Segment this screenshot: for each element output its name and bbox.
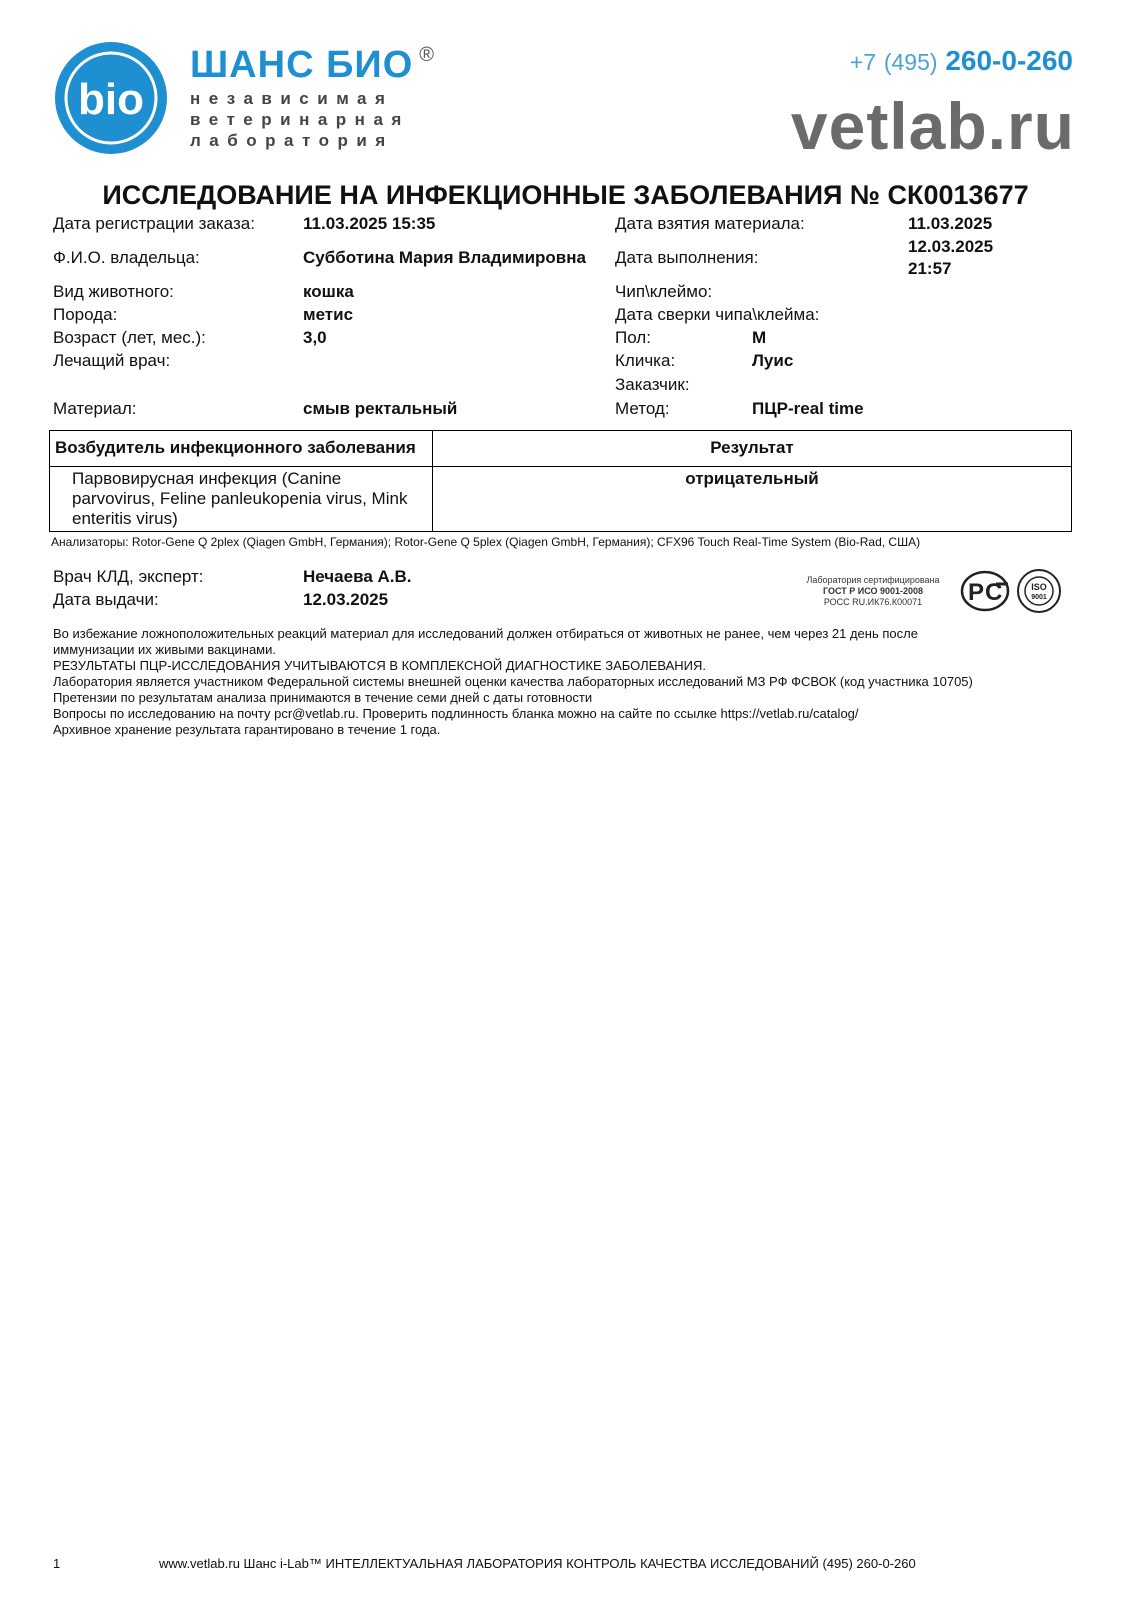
certification-text (788, 575, 958, 608)
owner-value: Субботина Мария Владимировна (303, 248, 586, 267)
table-row (50, 467, 1072, 532)
sex-value: М (752, 328, 767, 347)
method-label: Метод: (615, 399, 670, 418)
species-value: кошка (303, 282, 354, 301)
results-table (49, 430, 1072, 532)
brand-sub-line-2: ветеринарная (190, 110, 410, 129)
logo-text: bio (78, 75, 144, 124)
breed-value: метис (303, 305, 354, 324)
customer-label: Заказчик: (615, 375, 690, 394)
cert-line-1: Лаборатория сертифицирована (806, 575, 940, 585)
owner-label: Ф.И.О. владельца: (53, 248, 200, 267)
analyzers-text: Анализаторы: Rotor-Gene Q 2plex (Qiagen GmbH, Германия); Rotor-Gene Q 5plex (Qiagen GmbH, Германия); CFX96 Touch Real-Time System (Bio-Rad, США) (51, 535, 921, 549)
cert-line-3: РОСС RU.ИК76.К00071 (823, 597, 923, 607)
result-cell: отрицательный (433, 467, 1072, 532)
svg-text:С: С (985, 579, 1003, 606)
expert-value: Нечаева А.В. (303, 567, 412, 586)
note-line: Архивное хранение результата гарантировано в течение 1 года. (53, 722, 441, 737)
done-date-label: Дата выполнения: (615, 248, 759, 267)
done-time-value: 21:57 (908, 259, 952, 278)
note-line: Претензии по результатам анализа принимаются в течение семи дней с даты готовности (53, 690, 593, 705)
iso-number: 9001 (1031, 594, 1047, 601)
expert-label: Врач КЛД, эксперт: (53, 567, 204, 586)
material-value: смыв ректальный (303, 399, 458, 418)
pet-name-label: Кличка: (615, 351, 676, 370)
table-header-row (50, 431, 1072, 467)
note-line: Вопросы по исследованию на почту pcr@vetlab.ru. Проверить подлинность бланка можно на сайте по ссылке https://vetlab.ru/catalog/ (53, 706, 859, 721)
site-logo[interactable]: vetlab.ru (790, 89, 1075, 163)
note-line: Лаборатория является участником Федеральной системы внешней оценки качества лабораторных исследований МЗ РФ ФСВОК (код участника 10705) (53, 674, 973, 689)
breed-label: Порода: (53, 305, 118, 324)
reg-date-label: Дата регистрации заказа: (53, 214, 255, 233)
pathogen-line: Парвовирусная инфекция (Canine (72, 469, 342, 488)
brand-name: ШАНС БИО ® (190, 44, 436, 86)
document-title: ИССЛЕДОВАНИЕ НА ИНФЕКЦИОННЫЕ ЗАБОЛЕВАНИЯ № СК0013677 (102, 180, 1029, 210)
pathogen-line: parvovirus, Feline panleukopenia virus, Mink (72, 489, 408, 508)
pathogen-header: Возбудитель инфекционного заболевания (50, 431, 433, 467)
pathogen-line: enteritis virus) (72, 509, 178, 528)
rst-certification-icon (960, 570, 1010, 612)
svg-text:Р: Р (968, 579, 985, 606)
iso-certification-icon (1016, 568, 1062, 614)
iso-label: ISO (1031, 582, 1047, 592)
cert-line-2: ГОСТ Р ИСО 9001-2008 (822, 586, 924, 596)
species-label: Вид животного: (53, 282, 174, 301)
method-value: ПЦР-real time (752, 399, 864, 418)
phone-number[interactable]: +7 (495) 260-0-260 (849, 45, 1073, 76)
brand-sub-line-3: лаборатория (190, 131, 394, 150)
pathogen-cell (50, 467, 433, 532)
sample-date-label: Дата взятия материала: (615, 214, 805, 233)
note-line: Во избежание ложноположительных реакций материал для исследований должен отбираться от животных не ранее, чем через 21 день после (53, 626, 918, 641)
result-header: Результат (433, 431, 1072, 467)
age-label: Возраст (лет, мес.): (53, 328, 206, 347)
brand-sub-line-1: независимая (190, 89, 394, 108)
doctor-label: Лечащий врач: (53, 351, 171, 370)
bio-logo (53, 40, 169, 156)
age-value: 3,0 (303, 328, 327, 347)
done-date-value: 12.03.2025 (908, 237, 994, 256)
page-number: 1 (53, 1556, 61, 1571)
sample-date-value: 11.03.2025 (908, 214, 993, 233)
material-label: Материал: (53, 399, 137, 418)
issue-date-value: 12.03.2025 (303, 590, 389, 609)
issue-date-label: Дата выдачи: (53, 590, 159, 609)
pet-name-value: Луис (752, 351, 794, 370)
note-line: иммунизации их живыми вакцинами. (53, 642, 276, 657)
chip-check-label: Дата сверки чипа\клейма: (615, 305, 820, 324)
footer-text: www.vetlab.ru Шанс i-Lab™ ИНТЕЛЛЕКТУАЛЬНАЯ ЛАБОРАТОРИЯ КОНТРОЛЬ КАЧЕСТВА ИССЛЕДОВАНИЙ (495) 260-0-260 (159, 1556, 916, 1571)
note-line: РЕЗУЛЬТАТЫ ПЦР-ИССЛЕДОВАНИЯ УЧИТЫВАЮТСЯ В КОМПЛЕКСНОЙ ДИАГНОСТИКЕ ЗАБОЛЕВАНИЯ. (53, 658, 706, 673)
chip-label: Чип\клеймо: (615, 282, 713, 301)
reg-date-value: 11.03.2025 15:35 (303, 214, 436, 233)
sex-label: Пол: (615, 328, 651, 347)
registered-mark: ® (419, 44, 436, 66)
